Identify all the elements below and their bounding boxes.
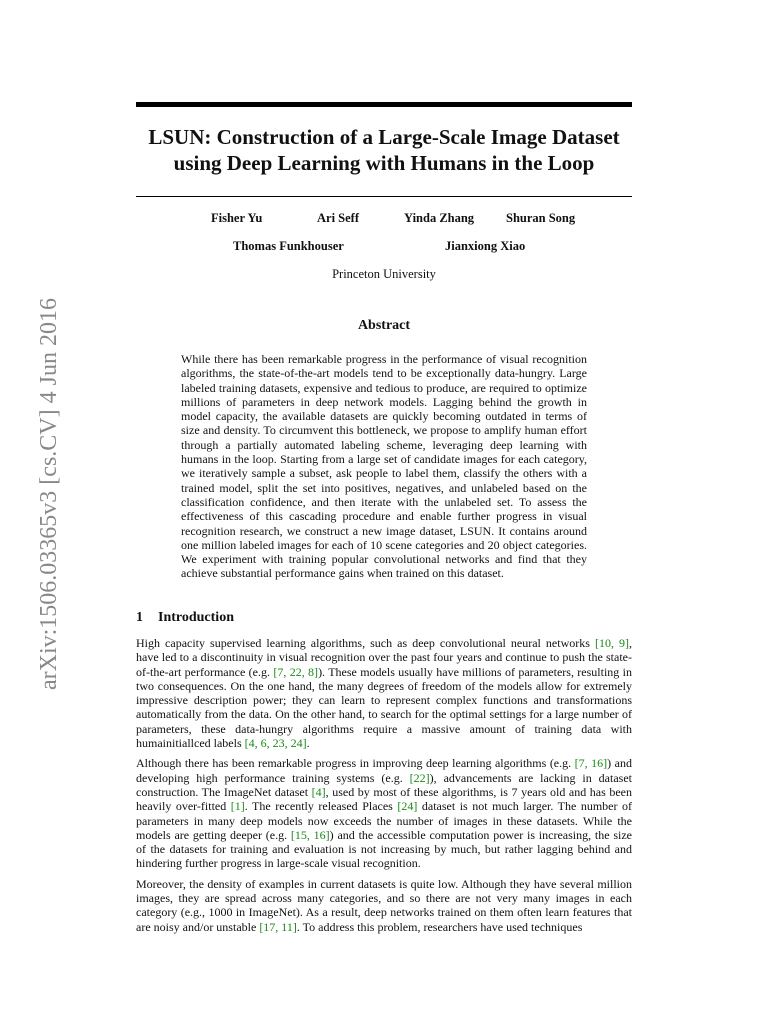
paper-title <box>136 124 632 176</box>
citation-link[interactable]: [7, 22, 8] <box>273 664 319 679</box>
citation-link[interactable]: [24] <box>397 799 418 814</box>
paragraph <box>136 636 632 750</box>
abstract-text: While there has been remarkable progress in the performance of visual recognition algorithms, the state-of-the-art models tend to be exceptionally data-hungry. Large labeled training datasets, expensive and tedious to produce, are required to optimize millions of parameters in deep network models. Lagging behind the growth in model capacity, the available datasets are quickly becoming outdated in terms of size and density. To circumvent this bottleneck, we propose to amplify human effort through a partially automated labeling scheme, leveraging deep learning with humans in the loop. Starting from a large set of candidate images for each category, we iteratively sample a subset, ask people to label them, classify the others with a trained model, split the set into positives, negatives, and unlabeled based on the classification confidence, and then iterate with the unlabeled set. To assess the effectiveness of this cascading procedure and enable further progress in visual recognition research, we construct a new image dataset, LSUN. It contains around one million labeled images for each of 10 scene categories and 20 object categories. We experiment with training popular convolutional networks and find that they achieve substantial performance gains when trained on this dataset. <box>181 352 587 581</box>
citation-link[interactable]: [15, 16] <box>290 827 330 842</box>
citation-link[interactable]: [4] <box>311 784 326 799</box>
affiliation: Princeton University <box>332 267 436 281</box>
paragraph <box>136 756 632 870</box>
paragraph-text: Although there has been remarkable progress in improving deep learning algorithms (e.g. <box>136 756 575 771</box>
paragraph-text: ) and developing high performance training systems (e.g. <box>136 756 633 785</box>
author-name: Ari Seff <box>317 211 359 225</box>
paragraph-text: , used by most of these algorithms, is 7 years old and has been heavily over-fitted <box>136 784 633 814</box>
abstract-heading: Abstract <box>357 318 411 333</box>
title-bottom-rule <box>136 196 632 197</box>
title-line-2: using Deep Learning with Humans in the Loop <box>173 151 595 175</box>
author-name: Jianxiong Xiao <box>445 239 526 253</box>
introduction-body <box>136 636 632 940</box>
paragraph-text: , have led to a discontinuity in visual recognition over the past four years and continue to push the state-of-the-art performance (e.g. <box>136 636 632 679</box>
title-line-1: LSUN: Construction of a Large-Scale Image Dataset <box>148 125 620 149</box>
paragraph <box>136 877 632 934</box>
paragraph-text: ). These models usually have millions of parameters, resulting in two consequences. On the one hand, the many degrees of freedom of the models allow for extremely impressive description power; they can learn to represent complex functions and transformations automatically from the data. On the other hand, to search for the optimal settings for a large number of parameters, these data-hungry algorithms require a massive amount of training data with humainitiallced labels <box>136 664 632 751</box>
section-title: Introduction <box>158 610 234 625</box>
section-heading <box>136 610 234 626</box>
paragraph-text: High capacity supervised learning algorithms, such as deep convolutional neural networks <box>136 636 595 650</box>
citation-link[interactable]: [22] <box>409 770 430 785</box>
author-name: Fisher Yu <box>211 211 263 225</box>
paragraph-text: . The recently released Places <box>244 799 398 814</box>
author-name: Yinda Zhang <box>404 211 475 225</box>
citation-link[interactable]: [1] <box>230 799 245 814</box>
paragraph-text: ), advancements are lacking in dataset construction. The ImageNet dataset <box>136 770 632 799</box>
citation-link[interactable]: [17, 11] <box>259 919 297 934</box>
section-number: 1 <box>136 610 143 625</box>
author-name: Shuran Song <box>506 211 576 225</box>
paragraph-text: Moreover, the density of examples in current datasets is quite low. Although they have several million images, they are spread across many categories, and so there are not very many images in each category (e.g., 1000 in ImageNet). As a result, deep networks trained on them often learn features that are noisy and/or unstable <box>136 876 632 934</box>
author-name: Thomas Funkhouser <box>233 239 344 253</box>
arxiv-identifier: arXiv:1506.03365v3 [cs.CV] 4 Jun 2016 <box>36 298 62 690</box>
paragraph-text: ) and the accessible computation power is increasing, the size of the datasets for training and evaluation is not increasing by much, but rather lagging behind and hindering further progress in large-scale visual recognition. <box>136 827 632 871</box>
citation-link[interactable]: [10, 9] <box>594 636 629 650</box>
paragraph-text: dataset is not much larger. The number of parameters in many deep models now exceeds the number of images in these datasets. While the models are getting deeper (e.g. <box>136 799 632 842</box>
title-top-rule <box>136 102 632 107</box>
citation-link[interactable]: [7, 16] <box>574 756 608 771</box>
citation-link[interactable]: [4, 6, 23, 24] <box>244 736 307 751</box>
paragraph-text: . <box>306 736 310 751</box>
paragraph-text: . To address this problem, researchers have used techniques <box>296 919 583 934</box>
